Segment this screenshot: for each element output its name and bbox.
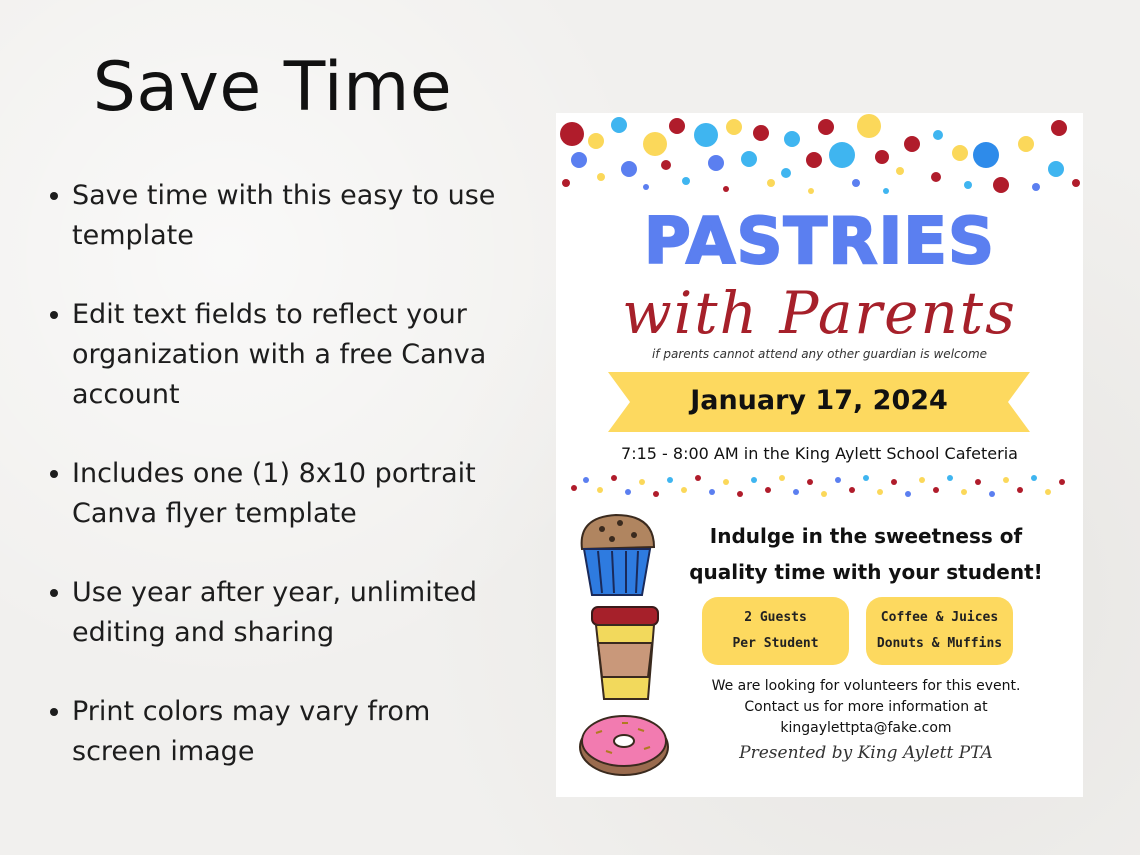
badge-line: Coffee & Juices	[880, 610, 999, 625]
coffee-cup-illustration	[586, 603, 666, 703]
badge-line: 2 Guests	[744, 610, 807, 625]
contact-line: We are looking for volunteers for this event.	[711, 678, 1021, 694]
donut-illustration	[576, 707, 672, 779]
confetti-dots-middle	[556, 470, 1083, 510]
feature-item: Use year after year, unlimited editing and sharing	[48, 573, 528, 653]
tagline-line: quality time with your student!	[689, 560, 1043, 584]
feature-item: Print colors may vary from screen image	[48, 692, 528, 772]
badge-line: Donuts & Muffins	[876, 636, 1003, 651]
contact-email: kingaylettpta@fake.com	[780, 720, 952, 736]
flyer-title: PASTRIES	[643, 205, 996, 279]
guests-badge	[702, 597, 849, 665]
event-tagline	[676, 518, 1056, 590]
contact-line: Contact us for more information at	[744, 699, 988, 715]
badge-line: Per Student	[732, 636, 819, 651]
muffin-illustration	[574, 509, 660, 599]
feature-item: Edit text fields to reflect your organization with a free Canva account	[48, 295, 528, 415]
tagline-line: Indulge in the sweetness of	[709, 524, 1023, 548]
presented-by: Presented by King Aylett PTA	[739, 743, 993, 763]
feature-panel	[0, 0, 540, 855]
page-title: Save Time	[92, 48, 453, 127]
flyer-preview	[556, 113, 1083, 797]
flyer-subtitle: with Parents	[622, 279, 1017, 347]
event-time-location: 7:15 - 8:00 AM in the King Aylett School Cafeteria	[621, 444, 1018, 463]
event-date: January 17, 2024	[690, 385, 948, 416]
menu-badge	[866, 597, 1013, 665]
guardian-note: if parents cannot attend any other guardian is welcome	[651, 347, 988, 361]
contact-info	[686, 676, 1046, 739]
feature-item: Includes one (1) 8x10 portrait Canva flyer template	[48, 454, 528, 534]
feature-list	[48, 176, 528, 811]
feature-item: Save time with this easy to use template	[48, 176, 528, 256]
confetti-dots-top	[556, 113, 1083, 198]
